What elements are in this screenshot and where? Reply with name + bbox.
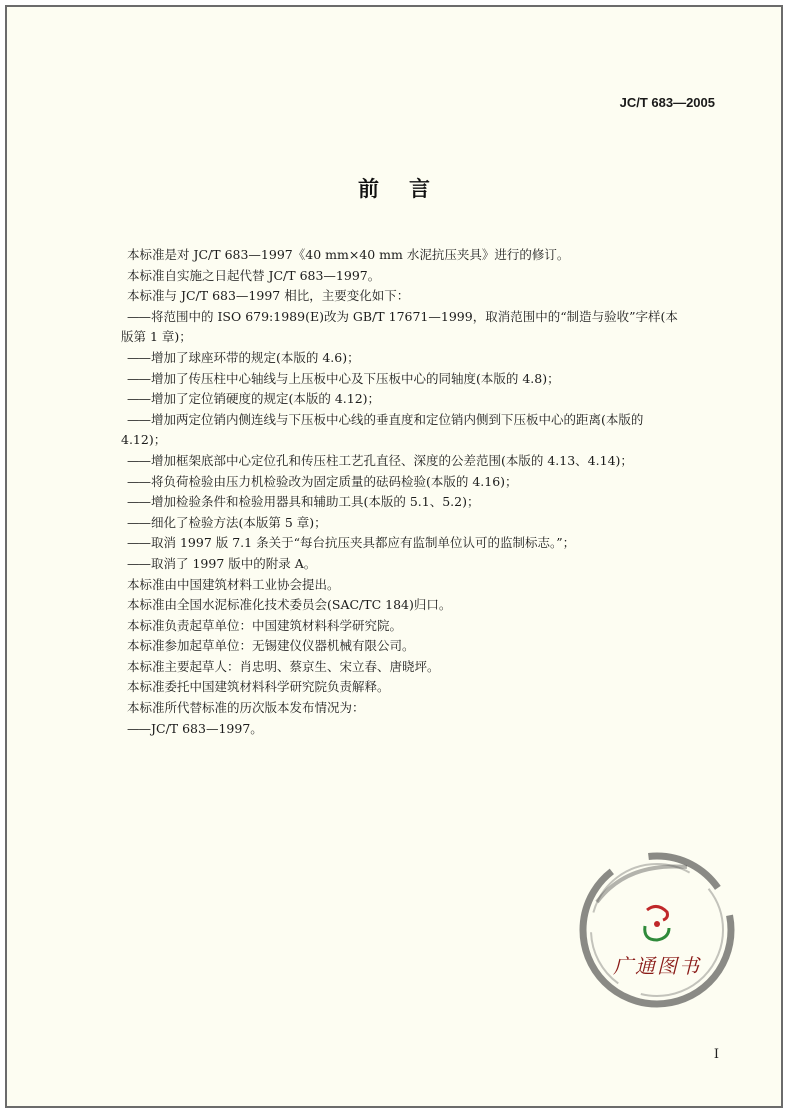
paragraph: 本标准与 JC/T 683—1997 相比，主要变化如下：	[127, 288, 410, 304]
change-text	[151, 513, 727, 534]
change-item	[127, 451, 727, 472]
page-number: I	[713, 1047, 719, 1062]
paragraph: 本标准是对 JC/T 683—1997《40 mm×40 mm 水泥抗压夹具》进行的修订。	[127, 247, 570, 262]
change-text-line: 将负荷检验由压力机检验改为固定质量的砝码检验(本版的 4.16)；	[151, 473, 518, 489]
change-text-line: 增加框架底部中心定位孔和传压柱工艺孔直径、深度的公差范围(本版的 4.13、4.14)；	[151, 452, 633, 468]
change-text	[121, 410, 727, 451]
list-dash: ——	[127, 555, 150, 571]
changes-list	[121, 307, 727, 575]
change-text-line: 增加了定位销硬度的规定(本版的 4.12)；	[151, 391, 381, 407]
publisher-watermark-seal	[567, 842, 747, 1022]
paragraph: 本标准自实施之日起代替 JC/T 683—1997。	[127, 267, 381, 283]
watermark-text: 广通图书	[613, 954, 701, 978]
list-dash: ——	[127, 391, 150, 407]
change-item	[121, 307, 727, 348]
paragraph: 本标准主要起草人：肖忠明、蔡京生、宋立春、唐晓坪。	[127, 658, 440, 674]
list-dash: ——	[127, 514, 150, 530]
change-text-line: 增加检验条件和检验用器具和辅助工具(本版的 5.1、5.2)；	[151, 494, 480, 510]
change-item	[127, 533, 727, 554]
standard-number: JC/T 683—2005	[619, 95, 715, 110]
change-item	[127, 513, 727, 534]
logo-icon	[639, 904, 675, 944]
paragraph: 本标准所代替标准的历次版本发布情况为：	[127, 700, 365, 716]
change-item	[127, 472, 727, 493]
change-text	[121, 307, 727, 348]
change-text	[151, 451, 727, 472]
change-text-line: 将范围中的 ISO 679:1989(E)改为 GB/T 17671—1999，取消范围中的“制造与验收”字样(本	[151, 308, 678, 324]
change-text-line: 取消 1997 版 7.1 条关于“每台抗压夹具都应有监制单位认可的监制标志。”；	[151, 535, 576, 551]
list-dash: ——	[127, 349, 150, 365]
paragraph: 本标准委托中国建筑材料科学研究院负责解释。	[127, 679, 390, 695]
change-text	[151, 472, 727, 493]
list-dash: ——	[127, 370, 150, 386]
paragraph: 本标准由中国建筑材料工业协会提出。	[127, 576, 340, 592]
change-text-line: 取消了 1997 版中的附录 A。	[151, 555, 317, 571]
change-text	[151, 369, 727, 390]
title-char-1: 前	[358, 177, 379, 201]
paragraph: 本标准负责起草单位：中国建筑材料科学研究院。	[127, 617, 403, 633]
history-text: JC/T 683—1997。	[151, 720, 263, 736]
history-item	[127, 719, 727, 740]
title-char-2: 言	[409, 177, 430, 201]
paragraph: 本标准由全国水泥标准化技术委员会(SAC/TC 184)归口。	[127, 597, 452, 613]
change-item	[127, 348, 727, 369]
change-text	[151, 492, 727, 513]
list-dash: ——	[127, 452, 150, 468]
change-text-continuation: 版第 1 章)；	[121, 329, 192, 345]
change-text	[151, 389, 727, 410]
change-text	[151, 348, 727, 369]
change-text-line: 细化了检验方法(本版第 5 章)；	[151, 514, 327, 530]
list-dash: ——	[127, 535, 150, 551]
document-page	[5, 5, 783, 1108]
change-item	[127, 554, 727, 575]
change-item	[121, 410, 727, 451]
list-dash: ——	[127, 494, 150, 510]
change-item	[127, 369, 727, 390]
change-text-line: 增加了球座环带的规定(本版的 4.6)；	[151, 349, 360, 365]
change-item	[127, 389, 727, 410]
list-dash: ——	[127, 720, 150, 736]
change-text-line: 增加了传压柱中心轴线与上压板中心及下压板中心的同轴度(本版的 4.8)；	[151, 370, 560, 386]
change-text-line: 增加两定位销内侧连线与下压板中心线的垂直度和定位销内侧到下压板中心的距离(本版的	[151, 411, 644, 427]
page-title	[7, 173, 781, 203]
list-dash: ——	[127, 411, 150, 427]
foreword-body	[121, 245, 727, 739]
change-text	[151, 533, 727, 554]
change-item	[127, 492, 727, 513]
list-dash: ——	[127, 473, 150, 489]
change-text-continuation: 4.12)；	[121, 432, 167, 448]
paragraph: 本标准参加起草单位：无锡建仪仪器机械有限公司。	[127, 638, 415, 654]
list-dash: ——	[127, 308, 150, 324]
change-text	[151, 554, 727, 575]
